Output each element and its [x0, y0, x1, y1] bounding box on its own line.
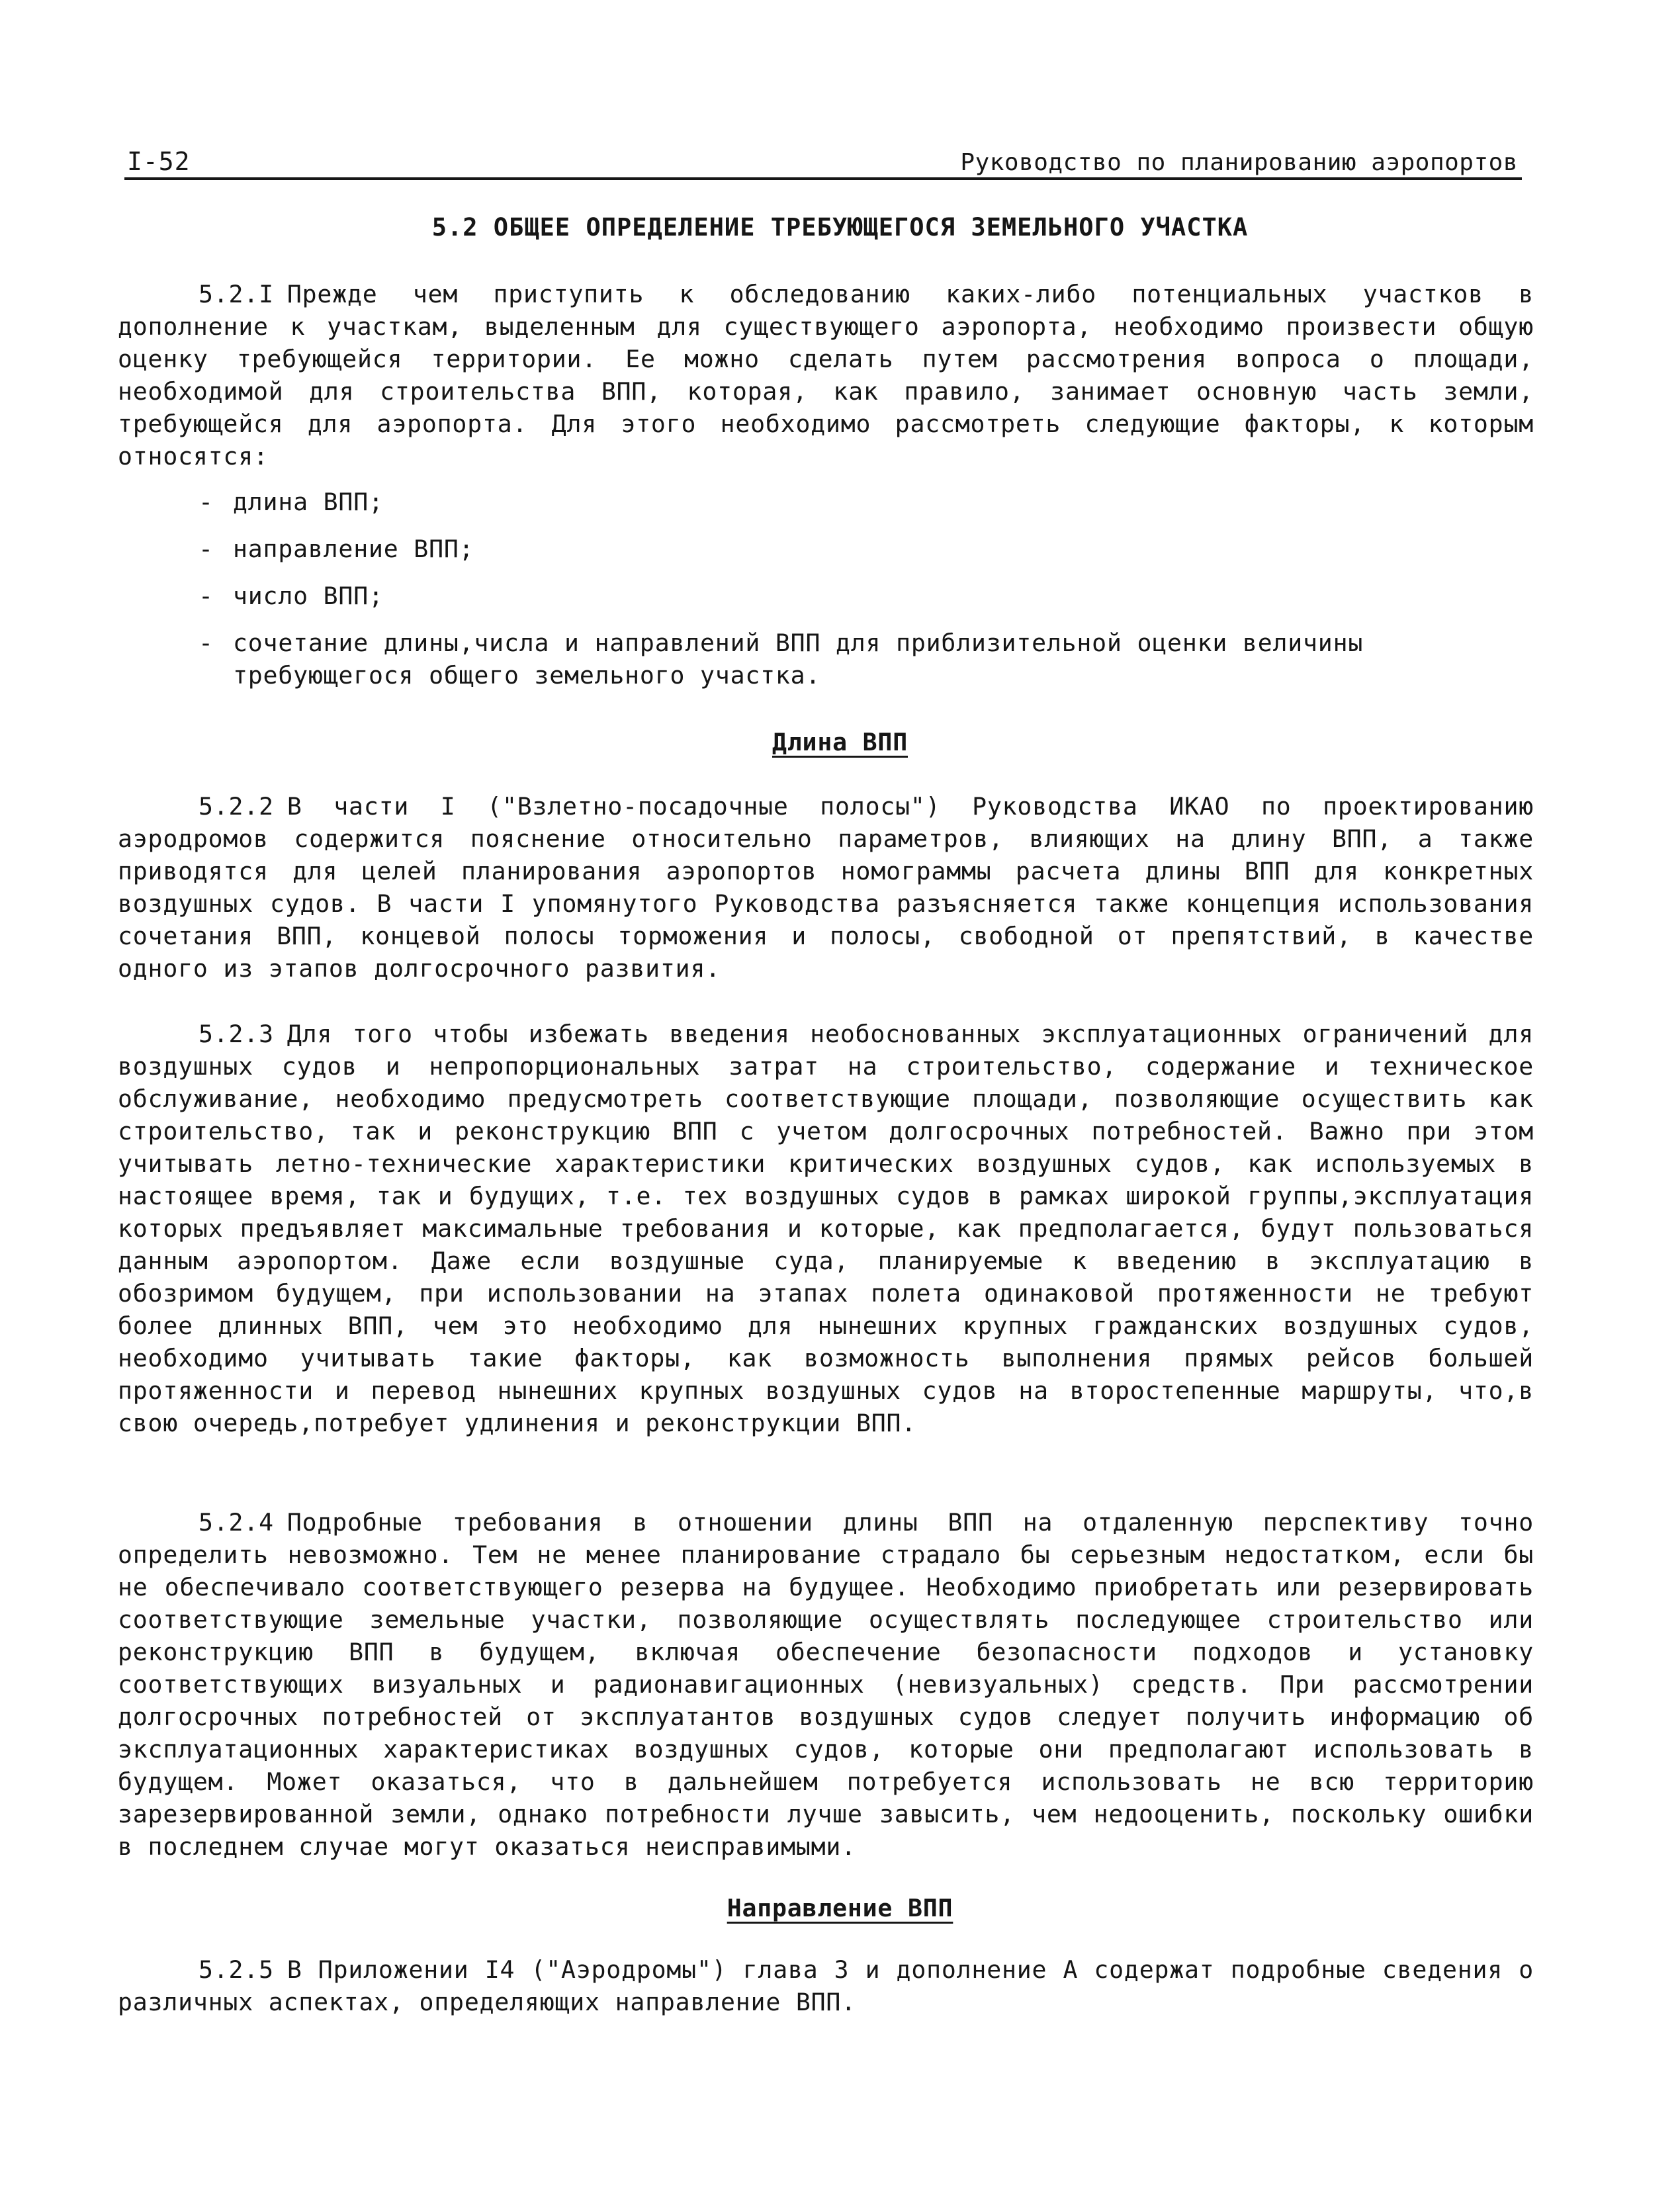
- section-title: 5.2 ОБЩЕЕ ОПРЕДЕЛЕНИЕ ТРЕБУЮЩЕГОСЯ ЗЕМЕЛЬНОГО УЧАСТКА: [431, 213, 1249, 242]
- list-item-text: направление ВПП;: [233, 535, 474, 563]
- list-item: [199, 486, 1509, 518]
- paragraph-5-2-4: [118, 1506, 1534, 1863]
- list-item: [199, 627, 1509, 692]
- list-dash: -: [199, 629, 214, 657]
- paragraph-5-2-1: [118, 278, 1534, 472]
- list-item: [199, 580, 1509, 612]
- paragraph-number: 5.2.2: [199, 792, 274, 821]
- page-header: [124, 140, 1522, 180]
- subheading-runway-direction: [0, 1894, 1680, 1922]
- running-title: Руководство по планированию аэропортов: [960, 149, 1518, 176]
- paragraph-number: 5.2.5: [199, 1955, 274, 1984]
- subheading-runway-length: [0, 728, 1680, 756]
- list-dash: -: [199, 535, 214, 563]
- paragraph-5-2-5: [118, 1953, 1534, 2018]
- list-item-text: длина ВПП;: [233, 488, 384, 516]
- list-item-text: сочетание длины,числа и направлений ВПП для приблизительной оценки величины требующегося общего земельного участка.: [233, 629, 1364, 690]
- list-item-text: число ВПП;: [233, 582, 384, 610]
- paragraph-5-2-2: [118, 790, 1534, 985]
- list-dash: -: [199, 582, 214, 610]
- paragraph-text: В Приложении I4 ("Аэродромы") глава 3 и дополнение А содержат подробные сведения о различных аспектах, определяющих направление ВПП.: [118, 1955, 1534, 2016]
- paragraph-number: 5.2.I: [199, 280, 274, 308]
- paragraph-number: 5.2.4: [199, 1508, 274, 1537]
- paragraph-5-2-3: [118, 1018, 1534, 1439]
- list-dash: -: [199, 488, 214, 516]
- paragraph-text: В части I ("Взлетно-посадочные полосы") Руководства ИКАО по проектированию аэродромов содержится пояснение относительно параметров, влияющих на длину ВПП, а также приводятся для целей планирования аэропортов номограммы расчета длины ВПП для конкретных воздушных судов. В части I упомянутого Руководства разъясняется также концепция использования сочетания ВПП, концевой полосы торможения и полосы, свободной от препятствий, в качестве одного из этапов долгосрочного развития.: [118, 792, 1534, 983]
- paragraph-text: Прежде чем приступить к обследованию каких-либо потенциальных участков в дополнение к участкам, выделенным для существующего аэропорта, необходимо произвести общую оценку требующейся территории. Ее можно сделать путем рассмотрения вопроса о площади, необходимой для строительства ВПП, которая, как правило, занимает основную часть земли, требующейся для аэропорта. Для этого необходимо рассмотреть следующие факторы, к которым относятся:: [118, 280, 1534, 470]
- subheading-text: Направление ВПП: [727, 1894, 953, 1922]
- list-item: [199, 533, 1509, 565]
- paragraph-number: 5.2.3: [199, 1020, 274, 1048]
- subheading-text: Длина ВПП: [772, 728, 908, 756]
- page-number: I-52: [127, 147, 191, 176]
- paragraph-text: Подробные требования в отношении длины ВПП на отдаленную перспективу точно определить невозможно. Тем не менее планирование страдало бы серьезным недостатком, если бы не обеспечивало соответствующего резерва на будущее. Необходимо приобретать или резервировать соответствующие земельные участки, позволяющие осуществлять последующее строительство или реконструкцию ВПП в будущем, включая обеспечение безопасности подходов и установку соответствующих визуальных и радионавигационных (невизуальных) средств. При рассмотрении долгосрочных потребностей от эксплуатантов воздушных судов следует получить информацию об эксплуатационных характеристиках воздушных судов, которые они предполагают использовать в будущем. Может оказаться, что в дальнейшем потребуется использовать не всю территорию зарезервированной земли, однако потребности лучше завысить, чем недооценить, поскольку ошибки в последнем случае могут оказаться неисправимыми.: [118, 1508, 1534, 1861]
- paragraph-text: Для того чтобы избежать введения необоснованных эксплуатационных ограничений для воздушных судов и непропорциональных затрат на строительство, содержание и техническое обслуживание, необходимо предусмотреть соответствующие площади, позволяющие осуществить как строительство, так и реконструкцию ВПП с учетом долгосрочных потребностей. Важно при этом учитывать летно-технические характеристики критических воздушных судов, как используемых в настоящее время, так и будущих, т.е. тех воздушных судов в рамках широкой группы,эксплуатация которых предъявляет максимальные требования и которые, как предполагается, будут пользоваться данным аэропортом. Даже если воздушные суда, планируемые к введению в эксплуатацию в обозримом будущем, при использовании на этапах полета одинаковой протяженности не требуют более длинных ВПП, чем это необходимо для нынешних крупных гражданских воздушных судов, необходимо учитывать такие факторы, как возможность выполнения прямых рейсов большей протяженности и перевод нынешних крупных воздушных судов на второстепенные маршруты, что,в свою очередь,потребует удлинения и реконструкции ВПП.: [118, 1020, 1534, 1437]
- factors-list: [199, 486, 1509, 706]
